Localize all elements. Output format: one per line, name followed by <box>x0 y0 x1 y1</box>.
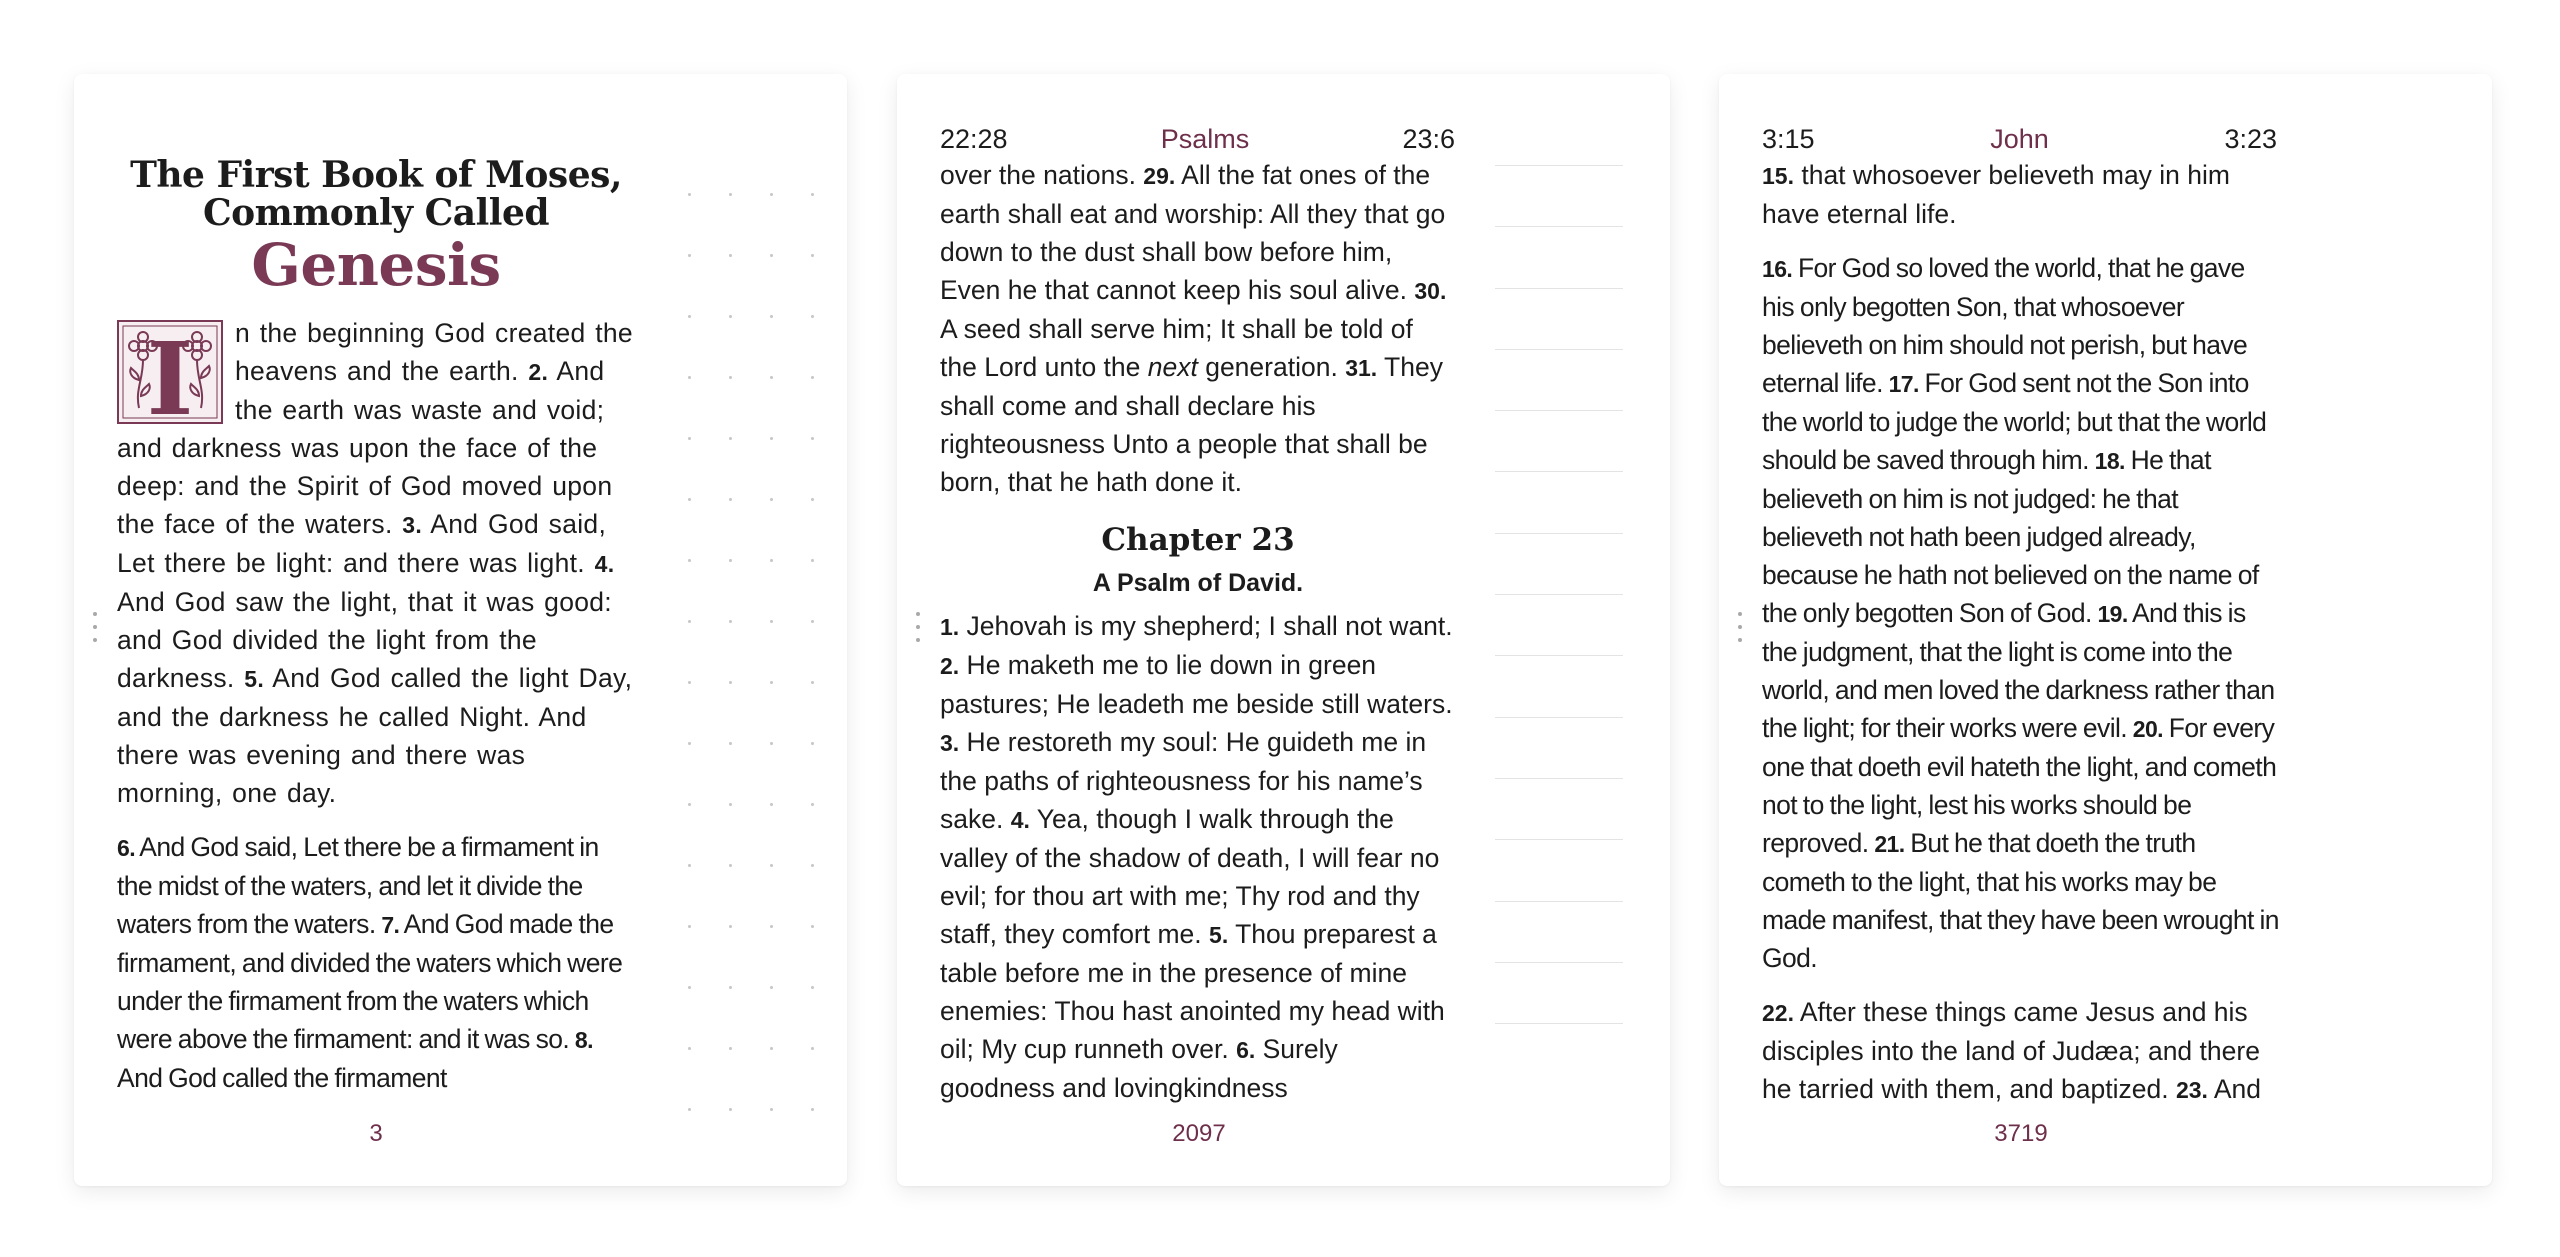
paragraph <box>117 828 635 1097</box>
verse-text: Thou preparest a table before me in the presence of mine enemies: Thou hast anointed my head with oil; My cup runneth over. <box>940 919 1445 1064</box>
book-title-name: Genesis <box>251 231 501 299</box>
verse-number: 6. <box>1236 1037 1256 1063</box>
verse-text: And God said, Let there be light: and there was light. <box>117 509 607 578</box>
verse-number: 8. <box>574 1027 593 1053</box>
paragraph <box>1762 156 2282 233</box>
verse-text: And God made the firmament, and divided the waters which were under the firmament from the waters which were above the firmament: and it was so. <box>117 909 623 1054</box>
verse-text: Yea, though I walk through the valley of the shadow of death, I will fear no evil; for thou art with me; Thy rod and thy staff, they comfort me. <box>940 804 1440 949</box>
page-psalms <box>897 74 1670 1186</box>
header-book-name[interactable]: Psalms <box>1160 123 1250 154</box>
header-start-reference: 22:28 <box>940 123 1008 154</box>
verse-text: A seed shall serve him; It shall be told of the Lord unto the <box>940 314 1413 382</box>
margin-notes-area[interactable] <box>1495 165 1623 1165</box>
verse-number: 31. <box>1345 355 1378 381</box>
header-book-name[interactable]: John <box>1990 123 2049 154</box>
verse-number: 30. <box>1414 278 1447 304</box>
verse-text: And the earth was waste and void; and darkness was upon the face of the deep: and the Spirit of God moved upon the face of the waters. <box>117 356 613 539</box>
header-end-reference: 3:23 <box>2224 123 2277 154</box>
verse-number: 18. <box>2094 448 2125 474</box>
italic-word: next <box>1147 352 1198 382</box>
verse-text: And God said, Let there be a firmament in the midst of the waters, and let it divide the waters from the waters. <box>117 832 599 939</box>
verse-text: And <box>2207 1074 2261 1104</box>
paragraph <box>940 607 1456 1107</box>
verse-number: 20. <box>2132 716 2163 742</box>
book-title-line2: Commonly Called <box>202 192 550 234</box>
verse-text: And God saw the light, that it was good: and God divided the light from the darkness. <box>117 587 612 693</box>
book-title <box>117 156 635 298</box>
verse-text: And this is the judgment, that the light is come into the world, and men loved the darkness rather than the light; for their works were evil. <box>1762 598 2275 743</box>
book-title-line1: The First Book of Moses, <box>130 154 622 196</box>
paragraph <box>940 156 1456 501</box>
page-number: 3 <box>369 1120 383 1147</box>
verse-number: 23. <box>2175 1077 2208 1103</box>
text-column <box>117 314 635 1097</box>
page-number: 2097 <box>1172 1120 1226 1147</box>
verse-text: n the beginning God created the heavens and the earth. <box>235 318 633 386</box>
chapter-title: Chapter 23 <box>1101 522 1295 558</box>
verse-text: He that believeth on him is not judged: he that believeth not hath been judged already, because he hath not believed on the name of the only begotten Son of God. <box>1762 445 2259 628</box>
page-number: 3719 <box>1994 1120 2048 1147</box>
verse-number: 2. <box>940 653 960 679</box>
verse-number: 22. <box>1762 1000 1794 1026</box>
verse-number: 29. <box>1143 163 1176 189</box>
paragraph <box>1762 993 2282 1109</box>
verse-number: 3. <box>402 512 423 538</box>
verse-text: For God so loved the world, that he gave his only begotten Son, that whosoever believeth on him should not perish, but have eternal life. <box>1762 253 2248 398</box>
psalm-subtitle: A Psalm of David. <box>1092 569 1304 597</box>
svg-text:I: I <box>146 320 194 424</box>
verse-text: They shall come and shall declare his righteousness Unto a people that shall be born, that he hath done it. <box>940 352 1443 497</box>
verse-number: 21. <box>1874 831 1905 857</box>
verse-number: 5. <box>1209 922 1229 948</box>
verse-text: For God sent not the Son into the world to judge the world; but that the world should be saved through him. <box>1762 368 2267 475</box>
verse-text: But he that doeth the truth cometh to the light, that his works may be made manifest, that they have been wrought in God. <box>1762 828 2279 973</box>
verse-number: 4. <box>1010 807 1030 833</box>
verse-number: 15. <box>1762 163 1794 189</box>
verse-text: And God called the firmament <box>117 1063 447 1093</box>
verse-number: 16. <box>1762 256 1793 282</box>
text-column <box>1762 156 2282 1109</box>
page-john <box>1719 74 2492 1186</box>
verse-number: 2. <box>528 359 549 385</box>
margin-notes-area[interactable] <box>669 164 829 1164</box>
vertical-ellipsis-icon[interactable] <box>913 612 923 642</box>
verse-number: 7. <box>381 912 400 938</box>
verse-text: that whosoever believeth may in him have eternal life. <box>1762 160 2230 229</box>
verse-text: He maketh me to lie down in green pastures; He leadeth me beside still waters. <box>940 650 1453 719</box>
verse-text: For every one that doeth evil hateth the light, and cometh not to the light, lest his works should be reproved. <box>1762 713 2277 858</box>
verse-number: 1. <box>940 614 960 640</box>
verse-number: 6. <box>117 835 135 861</box>
verse-text: All the fat ones of the earth shall eat and worship: All they that go down to the dust shall bow before him, Even he that cannot keep his soul alive. <box>940 160 1446 305</box>
floral-initial-icon <box>117 320 223 424</box>
text-column <box>940 156 1456 1107</box>
verse-number: 3. <box>940 730 960 756</box>
verse-text: Jehovah is my shepherd; I shall not want. <box>959 611 1453 641</box>
verse-text: He restoreth my soul: He guideth me in the paths of righteousness for his name’s sake. <box>940 727 1427 834</box>
vertical-ellipsis-icon[interactable] <box>1735 612 1745 642</box>
verse-text: over the nations. <box>940 160 1144 190</box>
verse-number: 19. <box>2097 601 2128 627</box>
verse-text: And God called the light Day, and the darkness he called Night. And there was evening and there was morning, one day. <box>117 663 633 808</box>
page-genesis <box>74 74 847 1186</box>
header-end-reference: 23:6 <box>1402 123 1455 154</box>
verse-number: 5. <box>244 666 265 692</box>
paragraph <box>1762 249 2282 977</box>
vertical-ellipsis-icon[interactable] <box>90 612 100 642</box>
verse-number: 4. <box>594 551 615 577</box>
verse-number: 17. <box>1888 371 1919 397</box>
verse-text: generation. <box>1197 352 1346 382</box>
header-start-reference: 3:15 <box>1762 123 1815 154</box>
verse-text: After these things came Jesus and his disciples into the land of Judæa; and there he tarried with them, and baptized. <box>1762 997 2260 1104</box>
verse-text: Surely goodness and lovingkindness <box>940 1034 1338 1103</box>
